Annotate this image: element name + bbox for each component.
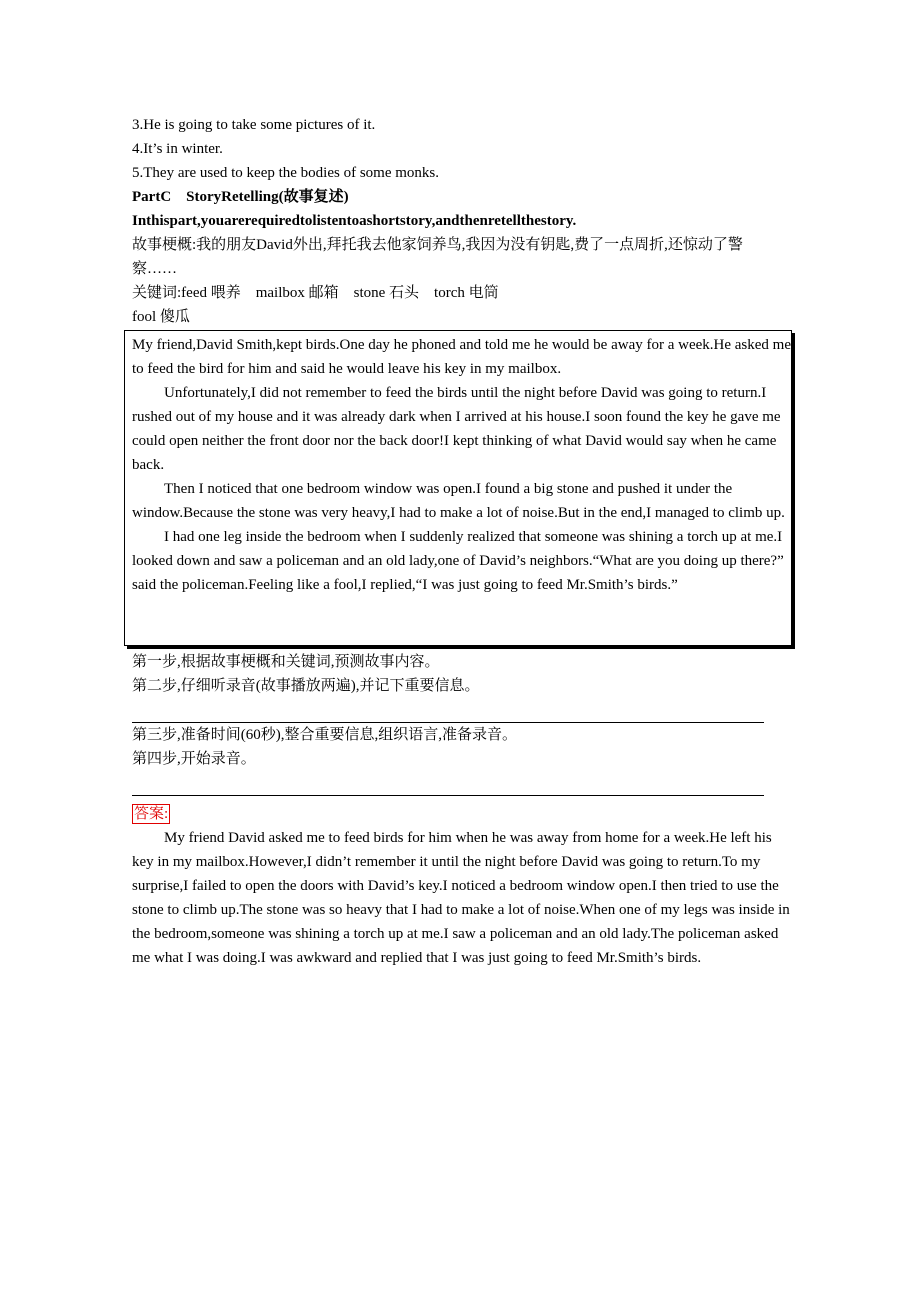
keywords-line: 关键词:feed 喂养 mailbox 邮箱 stone 石头 torch 电筒 [132, 285, 499, 301]
story-outline: 故事梗概:我的朋友David外出,拜托我去他家饲养鸟,我因为没有钥匙,费了一点周折,还惊动了警察…… [132, 237, 743, 277]
part-c-title: PartC StoryRetelling(故事复述) [132, 189, 349, 205]
keywords-line-2: fool 傻瓜 [132, 309, 190, 325]
answer-block [132, 826, 792, 970]
item-3: 3.He is going to take some pictures of it. [132, 117, 376, 133]
story-paragraph: Unfortunately,I did not remember to feed the birds until the night before David was going to return.I rushed out of my house and it was already dark when I arrived at his house.I soon found the key he gave me could open neither the front door nor the back door!I kept thinking of what David would say when he came back. [132, 385, 781, 473]
step-1: 第一步,根据故事梗概和关键词,预测故事内容。 [132, 654, 440, 670]
part-c-instruction: Inthispart,youarerequiredtolistentoashortstory,andthenretellthestory. [132, 213, 577, 229]
step-3: 第三步,准备时间(60秒),整合重要信息,组织语言,准备录音。 [132, 727, 517, 743]
step-2: 第二步,仔细听录音(故事播放两遍),并记下重要信息。 [132, 678, 480, 694]
story-paragraph: I had one leg inside the bedroom when I suddenly realized that someone was shining a torch up at me.I looked down and saw a policeman and an old lady,one of David’s neighbors.“What are you doing up there?” said the policeman.Feeling like a fool,I replied,“I was just going to feed Mr.Smith’s birds.” [132, 529, 784, 593]
answer-label: 答案: [134, 806, 169, 822]
steps-section [132, 650, 792, 970]
answer-text: My friend David asked me to feed birds for him when he was away from home for a week.He left his key in my mailbox.However,I didn’t remember it until the night before David was going to return.To my surprise,I failed to open the doors with David’s key.I noticed a bedroom window open.I then tried to use the stone to climb up.The stone was so heavy that I had to make a lot of noise.When one of my legs was inside in the bedroom,someone was shining a torch up at me.I saw a policeman and an old lady.The policeman asked me what I was doing.I was awkward and replied that I was just going to feed Mr.Smith’s birds. [132, 830, 790, 966]
step-4: 第四步,开始录音。 [132, 751, 256, 767]
item-4: 4.It’s in winter. [132, 141, 223, 157]
answer-line [132, 771, 764, 796]
answer-label-row [132, 802, 792, 826]
story-paragraph: Then I noticed that one bedroom window was open.I found a big stone and pushed it under the window.Because the stone was very heavy,I had to make a lot of noise.But in the end,I managed to climb up. [132, 481, 785, 521]
item-5: 5.They are used to keep the bodies of some monks. [132, 165, 440, 181]
story-paragraph: My friend,David Smith,kept birds.One day he phoned and told me he would be away for a week.He asked me to feed the bird for him and said he would leave his key in my mailbox. [132, 337, 791, 377]
story-box [124, 330, 792, 646]
answer-line [132, 698, 764, 723]
question-section [132, 113, 792, 329]
